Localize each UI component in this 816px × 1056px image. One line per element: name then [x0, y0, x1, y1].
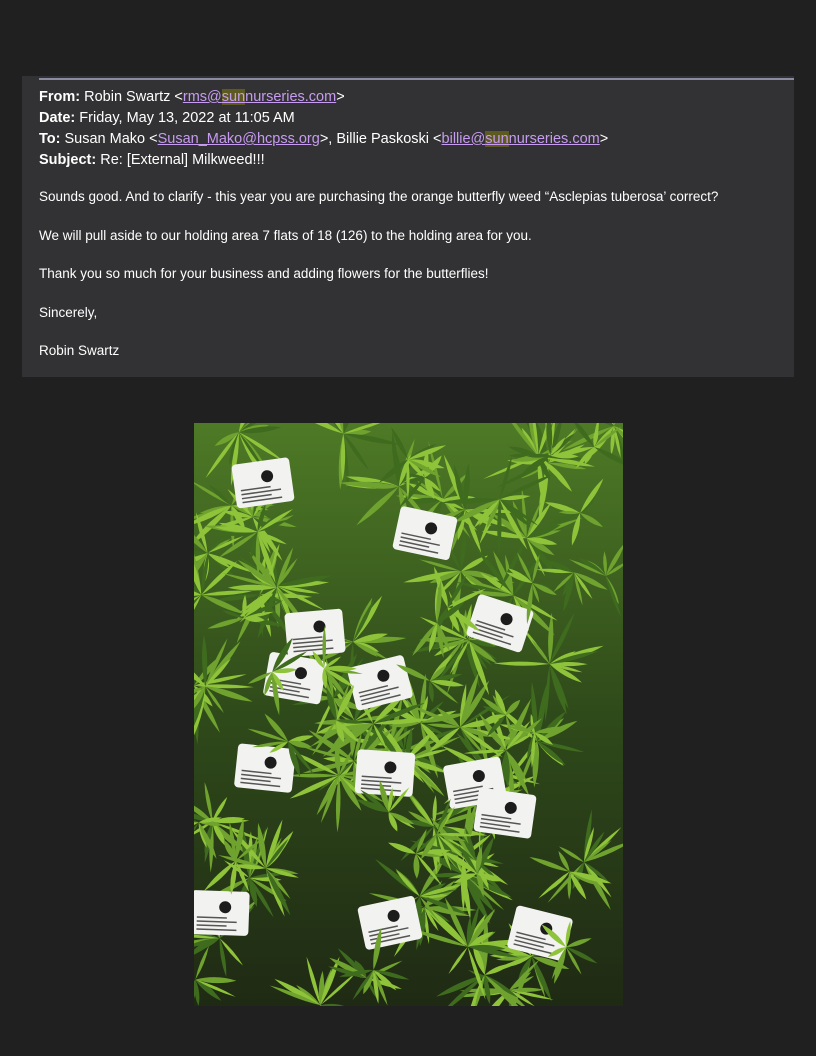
to-email-2-suffix[interactable]: nurseries.com [508, 131, 600, 147]
plant-tag [284, 608, 346, 657]
email-screenshot-panel [22, 76, 794, 377]
body-closing: Sincerely, [39, 304, 98, 320]
to-name-1: Susan Mako < [64, 131, 158, 147]
header-divider [39, 78, 794, 80]
tag-card [473, 787, 537, 839]
from-close: > [336, 89, 345, 105]
from-email-highlight[interactable]: sun [221, 89, 246, 105]
date-line [39, 108, 789, 129]
plant-tag [234, 743, 296, 793]
to-close: > [599, 131, 609, 147]
from-name: Robin Swartz < [84, 89, 183, 105]
subject-value: Re: [External] Milkweed!!! [100, 152, 265, 168]
to-email-1[interactable]: Susan_Mako@hcpss.org [157, 131, 320, 147]
email-body [39, 187, 789, 380]
from-email-prefix[interactable]: rms@ [182, 89, 222, 105]
to-email-2-highlight[interactable]: sun [485, 131, 509, 147]
to-separator: >, Billie Paskoski < [319, 131, 442, 147]
email-headers [39, 87, 789, 171]
from-label: From: [39, 89, 81, 105]
plant-tag [231, 457, 295, 509]
date-value: Friday, May 13, 2022 at 11:05 AM [79, 110, 295, 126]
to-email-2-prefix[interactable]: billie@ [441, 131, 486, 147]
body-signature: Robin Swartz [39, 343, 120, 359]
milkweed-plants-photo [194, 423, 623, 1006]
date-label: Date: [39, 110, 76, 126]
from-line [39, 87, 789, 108]
subject-line [39, 150, 789, 171]
body-paragraph-1: Sounds good. And to clarify - this year you are purchasing the orange butterfly weed “Asclepias tuberosa’ correct? [39, 189, 719, 204]
subject-label: Subject: [39, 152, 97, 168]
body-paragraph-3: Thank you so much for your business and adding flowers for the butterflies! [39, 266, 489, 282]
to-line [39, 129, 789, 150]
plant-tag [194, 890, 250, 936]
to-label: To: [39, 131, 61, 147]
body-paragraph-2: We will pull aside to our holding area 7 flats of 18 (126) to the holding area for you. [39, 227, 532, 243]
tag-card [231, 457, 295, 509]
plant-tag [473, 787, 537, 839]
from-email-suffix[interactable]: nurseries.com [245, 89, 337, 105]
plants-illustration [194, 423, 623, 1006]
